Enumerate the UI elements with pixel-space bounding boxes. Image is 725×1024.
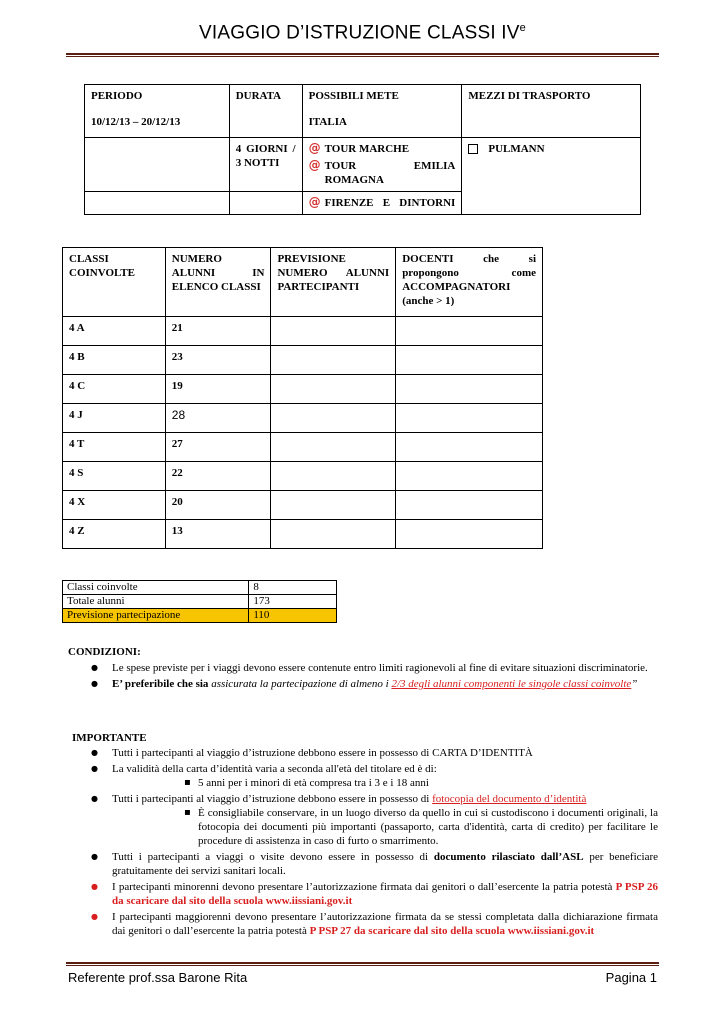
previsione-cell: [271, 375, 396, 404]
condizioni-section: [68, 645, 658, 693]
trip-header-row: [85, 85, 641, 138]
at-sign-icon: @: [308, 141, 321, 155]
summary-value: 173: [249, 595, 337, 609]
classe-cell: 4 J: [63, 404, 166, 433]
trip-detail-row: [85, 138, 641, 192]
previsione-cell: [271, 346, 396, 375]
classes-header-row: [63, 248, 543, 317]
meta-text: TOUR EMILIA ROMAGNA: [324, 160, 456, 186]
importante-item-1: Tutti i partecipanti al viaggio d’istruzione debbono essere in possesso di CARTA D’IDENTITÀ: [112, 747, 533, 759]
mete-list-cell: [302, 192, 462, 215]
importante-item-2: La validità della carta d’identità varia a seconda all'età del titolare ed è di:: [112, 763, 437, 775]
docenti-cell: [396, 433, 543, 462]
summary-row: [63, 595, 337, 609]
alunni-cell: 27: [165, 433, 271, 462]
document-title: [0, 22, 725, 44]
list-item: [112, 850, 658, 878]
importante-item-3-red: fotocopia del documento d’identità: [432, 793, 587, 805]
mete-region: ITALIA: [308, 116, 347, 128]
footer-rule-thin: [66, 965, 659, 966]
summary-label: Totale alunni: [63, 595, 249, 609]
summary-label: Previsione partecipazione: [63, 609, 249, 623]
classe-cell: 4 T: [63, 433, 166, 462]
list-item: [112, 677, 658, 691]
table-row: [63, 462, 543, 491]
classe-cell: 4 Z: [63, 520, 166, 549]
mete-header-cell: [302, 85, 462, 138]
table-row: [63, 317, 543, 346]
empty-cell: [85, 138, 230, 192]
classe-cell: 4 A: [63, 317, 166, 346]
docenti-cell: [396, 317, 543, 346]
list-item: [112, 880, 658, 908]
condizioni-item-1: Le spese previste per i viaggi devono essere contenute entro limiti ragionevoli al fine di evitare situazioni discriminatorie.: [112, 662, 648, 674]
docenti-cell: [396, 520, 543, 549]
importante-item-6-red: P PSP 27 da scaricare dal sito della scuola www.iissiani.gov.it: [309, 925, 595, 937]
classe-cell: 4 C: [63, 375, 166, 404]
header-rule-thin: [66, 56, 659, 57]
title-superscript: e: [519, 22, 526, 34]
alunni-cell: 28: [165, 404, 271, 433]
alunni-cell: 13: [165, 520, 271, 549]
importante-item-4: Tutti i partecipanti a viaggi o visite devono essere in possesso di: [112, 851, 429, 863]
importante-sublist: [112, 806, 658, 848]
header-previsione: PREVISIONE NUMERO ALUNNI PARTECIPANTI: [271, 248, 396, 317]
checkbox-icon: [468, 144, 478, 154]
summary-value: 8: [249, 581, 337, 595]
trip-info-table: [84, 84, 641, 215]
classe-cell: 4 S: [63, 462, 166, 491]
alunni-cell: 20: [165, 491, 271, 520]
mezzi-cell: [462, 138, 641, 215]
docenti-cell: [396, 462, 543, 491]
title-text: VIAGGIO D’ISTRUZIONE CLASSI IV: [199, 22, 520, 44]
mezzi-label: MEZZI DI TRASPORTO: [462, 85, 641, 138]
header-numero-alunni: NUMERO ALUNNI IN ELENCO CLASSI: [165, 248, 271, 317]
list-item: [112, 792, 658, 848]
importante-item-6: I partecipanti maggiorenni devono presentare l’autorizzazione firmata da se stessi completata dalla dichiarazione firmata dai genitori o dall’esercente la patria potestà: [112, 911, 658, 937]
table-row: [63, 404, 543, 433]
mete-label: POSSIBILI METE: [308, 90, 399, 102]
previsione-cell: [271, 520, 396, 549]
table-row: [63, 433, 543, 462]
mezzi-value: PULMANN: [488, 143, 545, 155]
condizioni-title: CONDIZIONI:: [68, 646, 141, 658]
importante-item-3: Tutti i partecipanti al viaggio d’istruzione debbono essere in possesso di: [112, 793, 430, 805]
importante-section: [68, 731, 658, 940]
header-docenti: DOCENTI che si propongono come ACCOMPAGNATORI (anche > 1): [396, 248, 543, 317]
importante-item-2-sub: 5 anni per i minori di età compresa tra i 3 e i 18 anni: [198, 777, 429, 789]
docenti-cell: [396, 346, 543, 375]
docenti-cell: [396, 491, 543, 520]
empty-cell: [85, 192, 230, 215]
header-rule: [66, 53, 659, 55]
durata-value: 4 GIORNI / 3 NOTTI: [229, 138, 302, 192]
summary-value: 110: [249, 609, 337, 623]
durata-label: DURATA: [229, 85, 302, 138]
sub-list-item: [198, 806, 658, 848]
at-sign-icon: @: [308, 158, 321, 172]
summary-table: [62, 580, 337, 623]
previsione-cell: [271, 433, 396, 462]
previsione-cell: [271, 491, 396, 520]
alunni-cell: 22: [165, 462, 271, 491]
docenti-cell: [396, 375, 543, 404]
previsione-cell: [271, 404, 396, 433]
previsione-cell: [271, 462, 396, 491]
header-classi: CLASSI COINVOLTE: [63, 248, 166, 317]
footer-referente: Referente prof.ssa Barone Rita: [68, 970, 248, 985]
classe-cell: 4 B: [63, 346, 166, 375]
footer-page-number: Pagina 1: [605, 970, 657, 985]
list-item: [112, 746, 658, 760]
meta-item: [309, 159, 456, 187]
list-item: [112, 661, 658, 675]
mete-list-cell: [302, 138, 462, 192]
condizioni-list: [68, 661, 658, 691]
list-item: [112, 910, 658, 938]
condizioni-item-2-italic: assicurata la partecipazione di almeno i: [211, 678, 389, 690]
table-row: [63, 491, 543, 520]
condizioni-item-2-end: ”: [631, 678, 638, 690]
at-sign-icon: @: [308, 195, 321, 209]
sub-list-item: [198, 776, 658, 790]
alunni-cell: 21: [165, 317, 271, 346]
importante-item-4-post: per beneficiare gratuitamente dei servizi sanitari locali.: [112, 851, 658, 877]
meta-text: TOUR MARCHE: [324, 143, 410, 155]
footer-rule: [66, 962, 659, 964]
importante-sublist: [112, 776, 658, 790]
periodo-label: PERIODO: [91, 90, 143, 102]
classe-cell: 4 X: [63, 491, 166, 520]
meta-text: FIRENZE E DINTORNI: [324, 197, 456, 209]
condizioni-item-2-bold: E’ preferibile che sia: [112, 678, 209, 690]
importante-item-5-red: P PSP 26 da scaricare dal sito della scuola www.iissiani.gov.it: [112, 881, 659, 907]
importante-item-5: I partecipanti minorenni devono presentare l’autorizzazione firmata dai genitori o dall’esercente la patria potestà: [112, 881, 613, 893]
docenti-cell: [396, 404, 543, 433]
importante-list: [68, 746, 658, 938]
alunni-cell: 23: [165, 346, 271, 375]
summary-label: Classi coinvolte: [63, 581, 249, 595]
table-row: [63, 520, 543, 549]
importante-title: IMPORTANTE: [72, 732, 147, 744]
empty-cell: [229, 192, 302, 215]
summary-row: [63, 581, 337, 595]
periodo-cell: [85, 85, 230, 138]
table-row: [63, 346, 543, 375]
meta-item: [309, 142, 456, 156]
periodo-value: 10/12/13 – 20/12/13: [91, 116, 181, 128]
table-row: [63, 375, 543, 404]
classes-table: [62, 247, 543, 549]
meta-item: [309, 196, 456, 210]
condizioni-item-2-red: 2/3 degli alunni componenti le singole classi coinvolte: [391, 678, 632, 690]
importante-item-3-sub: È consigliabile conservare, in un luogo diverso da quello in cui si custodiscono i documenti originali, la fotocopia dei documenti più importanti (passaporto, carta d'identità, carta di credito) per facilitare le procedure di assistenza in caso di furto o smarrimento.: [198, 807, 658, 847]
alunni-cell: 19: [165, 375, 271, 404]
importante-item-4-bold: documento rilasciato dall’ASL: [433, 851, 584, 863]
list-item: [112, 762, 658, 790]
summary-row-highlight: [63, 609, 337, 623]
previsione-cell: [271, 317, 396, 346]
